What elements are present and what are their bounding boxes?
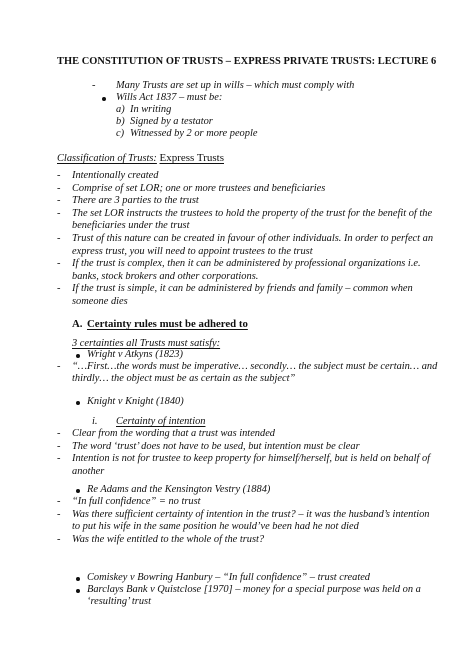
certainties-intro: 3 certainties all Trusts must satisfy: — [72, 338, 221, 349]
case-quistclose: Barclays Bank v Quistclose [1970] – money for a special purpose was held on a — [87, 584, 421, 595]
case-wright-v-atkyns: Wright v Atkyns (1823) — [87, 349, 183, 360]
intro-dash-line: Many Trusts are set up in wills – which must comply with — [116, 80, 355, 91]
sub-item: In writing — [130, 104, 172, 115]
dash-marker: - — [92, 80, 96, 91]
list-item: - Was there sufficient certainty of intention in the trust? – it was the husband’s intention to put his wife in the same position he would’ve been had he not died — [57, 508, 430, 533]
list-item: - Trust of this nature can be created in favour of other individuals. In order to perfect an express trust, you will need to appoint trustees to the trust — [57, 232, 434, 257]
list-item: - Intention is not for trustee to keep property for himself/herself, but is held on behalf of another — [57, 453, 431, 477]
dash-marker: - — [57, 361, 61, 372]
bullet-icon — [76, 577, 80, 581]
bullet-icon — [102, 97, 106, 101]
intention-list-2 — [57, 496, 430, 546]
bullet-icon — [76, 589, 80, 593]
sub-letter: a) — [116, 104, 125, 115]
section-heading: Certainty rules must be adhered to — [87, 318, 248, 330]
classification-list — [57, 170, 434, 309]
intention-list — [57, 428, 431, 478]
roman-numeral: i. — [92, 416, 98, 427]
classification-prefix: Classification of Trusts: — [57, 153, 157, 164]
list-item: - The word ‘trust’ does not have to be used, but intention must be clear — [57, 440, 360, 452]
list-item: - “In full confidence” = no trust — [57, 496, 201, 507]
intention-heading: Certainty of intention — [116, 416, 206, 427]
case-knight-v-knight: Knight v Knight (1840) — [87, 396, 184, 407]
bullet-icon — [76, 354, 80, 358]
list-item: - Comprise of set LOR; one or more trustees and beneficiaries — [57, 182, 326, 194]
sub-item: Witnessed by 2 or more people — [130, 128, 258, 139]
list-item: - If the trust is complex, then it can be administered by professional organizations i.e. banks, stock brokers and other corporations. — [57, 258, 421, 282]
sub-item: Signed by a testator — [130, 116, 213, 127]
sub-letter: b) — [116, 116, 125, 127]
list-item: - Clear from the wording that a trust was intended — [57, 428, 276, 439]
case-quistclose-cont: ‘resulting’ trust — [87, 596, 151, 607]
section-letter: A. — [72, 318, 83, 330]
bullet-icon — [76, 489, 80, 493]
list-item: - Intentionally created — [57, 170, 159, 181]
sub-letter: c) — [116, 128, 125, 139]
list-item: - There are 3 parties to the trust — [57, 195, 199, 207]
bullet-icon — [76, 401, 80, 405]
list-item: - Was the wife entitled to the whole of the trust? — [57, 533, 265, 545]
document-title: THE CONSTITUTION OF TRUSTS – EXPRESS PRIVATE TRUSTS: LECTURE 6 — [57, 56, 437, 67]
quote-line: thirdly… the object must be as certain as the subject” — [72, 373, 296, 384]
classification-heading — [57, 152, 224, 166]
list-item: - If the trust is simple, it can be administered by friends and family – common when someone dies — [57, 283, 413, 307]
case-re-adams: Re Adams and the Kensington Vestry (1884) — [87, 484, 271, 495]
list-item: - The set LOR instructs the trustees to hold the property of the trust for the benefit of the beneficiaries under the trust — [57, 207, 433, 232]
quote-line: “…First…the words must be imperative… secondly… the subject must be certain… and — [72, 361, 438, 372]
case-comiskey: Comiskey v Bowring Hanbury – “In full confidence” – trust created — [87, 572, 371, 583]
wills-act-line: Wills Act 1837 – must be: — [116, 92, 223, 103]
classification-label: Express Trusts — [159, 152, 224, 164]
